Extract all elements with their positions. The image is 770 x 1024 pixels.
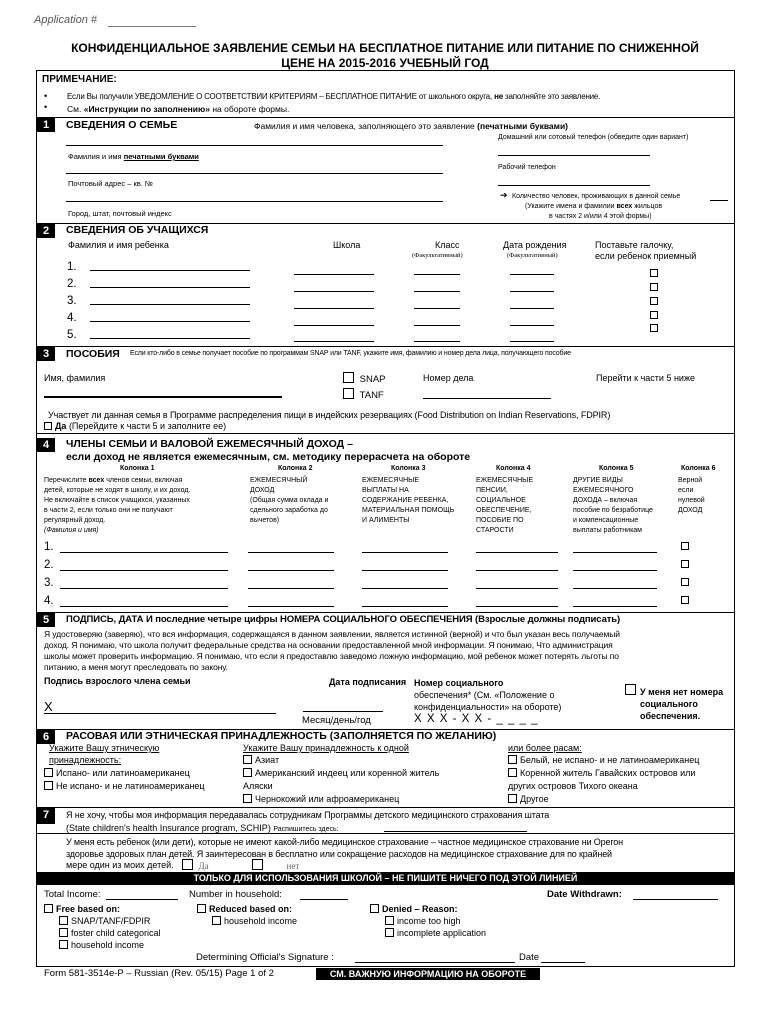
- city-input[interactable]: [66, 201, 443, 202]
- home-phone-input[interactable]: [498, 155, 650, 156]
- section-5-number: 5: [37, 613, 55, 627]
- insurance-no-checkbox[interactable]: нет: [252, 859, 299, 871]
- col6-header: Колонка 6: [681, 465, 716, 472]
- divider: [36, 117, 734, 118]
- grade-input[interactable]: [414, 341, 460, 342]
- income-col5-input[interactable]: [573, 570, 657, 571]
- number-in-household-label: Number in household:: [189, 889, 282, 900]
- child-name-input[interactable]: [90, 270, 250, 271]
- income-col3-input[interactable]: [362, 588, 448, 589]
- grade-input[interactable]: [414, 274, 460, 275]
- child-name-input[interactable]: [90, 338, 250, 339]
- date-signed-label: Дата подписания: [329, 677, 407, 687]
- date-signed-input[interactable]: [303, 711, 383, 712]
- work-phone-input[interactable]: [498, 185, 650, 186]
- school-input[interactable]: [294, 291, 374, 292]
- note-bullet-1: Если Вы получили УВЕДОМЛЕНИЕ О СООТВЕТСТВИИ КРИТЕРИЯМ – БЕСПЛАТНОЕ ПИТАНИЕ от школьного округа, не заполняйте это заявление.: [67, 92, 601, 101]
- section-7-number: 7: [37, 808, 55, 824]
- bullet-icon: •: [44, 91, 48, 101]
- date-withdrawn-input[interactable]: [633, 899, 718, 900]
- dob-input[interactable]: [510, 341, 554, 342]
- col4-desc: ЕЖЕМЕСЯЧНЫЕ ПЕНСИИ, СОЦИАЛЬНОЕ ОБЕСПЕЧЕНИЕ, ПОСОБИЕ ПО СТАРОСТИ: [476, 477, 533, 534]
- official-date-label: Date: [519, 952, 540, 963]
- member-row-number: 1.: [44, 541, 54, 553]
- application-number-line[interactable]: [108, 26, 196, 27]
- col5-desc: ДРУГИЕ ВИДЫ ЕЖЕМЕСЯЧНОГО ДОХОДА – включая пособие по безработице и компенсационные выплаты работникам: [573, 477, 653, 534]
- hispanic-checkbox[interactable]: Испано- или латиноамериканец: [44, 768, 190, 778]
- snap-checkbox[interactable]: SNAP: [343, 372, 386, 385]
- school-input[interactable]: [294, 308, 374, 309]
- income-col5-input[interactable]: [573, 606, 657, 607]
- member-name-input[interactable]: [60, 570, 228, 571]
- dob-input[interactable]: [510, 291, 554, 292]
- non-hispanic-checkbox[interactable]: Не испано- и не латиноамериканец: [44, 781, 205, 791]
- official-date-input[interactable]: [541, 962, 585, 963]
- fdpir-yes-checkbox[interactable]: Да (Перейдите к части 5 и заполните ее): [44, 421, 226, 431]
- section-1-number: 1: [37, 118, 55, 132]
- free-household-income-checkbox[interactable]: household income: [59, 940, 144, 950]
- tanf-checkbox[interactable]: TANF: [343, 388, 384, 401]
- foster-checkbox[interactable]: [650, 296, 661, 306]
- divider: [36, 433, 734, 434]
- skip-to-part-5: Перейти к части 5 ниже: [596, 373, 695, 383]
- school-input[interactable]: [294, 341, 374, 342]
- bullet-icon: •: [44, 102, 48, 112]
- filler-name-input[interactable]: [66, 145, 443, 146]
- ethnicity-label-1: Укажите Вашу этническую: [49, 743, 160, 753]
- ethnicity-label-2: принадлежность:: [49, 755, 122, 765]
- official-signature-input[interactable]: [355, 962, 515, 963]
- dob-subheader: (Факультативный): [507, 252, 558, 259]
- schip-text-2: (State children's health Insurance program, SCHIP) Распишитесь здесь:: [66, 823, 339, 833]
- section-3-number: 3: [37, 347, 55, 361]
- certification-text: Я удостоверяю (заверяю), что вся информация, содержащаяся в данном заявлении, является истинной (верной) и что был указан весь получаемый доход. Я понимаю, что школа получит федеральные средства на основании предоставленной мной информации. Я понимаю, Что администрация школы может проверить информацию. Я понимаю, что если я предоставлю заведомо ложную информацию, мой ребенок может потерять льготы по питанию, а меня могут преследовать по закону.: [44, 629, 620, 672]
- col2-desc: ЕЖЕМЕСЯЧНЫЙ ДОХОД (Общая сумма оклада и сдельного заработка до вычетов): [250, 477, 329, 524]
- section-5-title: ПОДПИСЬ, ДАТА И последние четыре цифры НОМЕРА СОЦИАЛЬНОГО ОБЕСПЕЧЕНИЯ (Взрослые должны подписать): [66, 614, 621, 625]
- free-foster-checkbox[interactable]: foster child categorical: [59, 928, 161, 938]
- grade-subheader: (Факультативный): [412, 252, 463, 259]
- child-row-number: 5.: [67, 329, 77, 341]
- member-row-number: 2.: [44, 559, 54, 571]
- section-4-number: 4: [37, 438, 55, 452]
- number-in-household-input[interactable]: [300, 899, 348, 900]
- health-insurance-interest-text: У меня есть ребенок (или дети), которые не имеют какой-либо медицинское страхование – частное медицинское страхование ни Орегон здоровье здоровых план детей. Я заинтересован в бесплатно или сокращение расходов на медицинское страхование для по крайней: [66, 837, 623, 859]
- child-row-number: 1.: [67, 261, 77, 273]
- divider: [36, 346, 734, 347]
- school-input[interactable]: [294, 325, 374, 326]
- fdpir-question: Участвует ли данная семья в Программе распределения пищи в индейских резервациях (Food Distribution on Indian Reservations, FDPIR): [48, 410, 611, 420]
- health-insurance-line-3: мере один из моих детей.: [66, 860, 174, 870]
- child-row-number: 3.: [67, 295, 77, 307]
- pacific-islander-label: других островов Тихого океана: [508, 781, 638, 791]
- free-snap-checkbox[interactable]: SNAP/TANF/FDPIR: [59, 916, 150, 926]
- child-name-input[interactable]: [90, 321, 250, 322]
- income-col3-input[interactable]: [362, 570, 448, 571]
- filler-name-label: Фамилия и имя человека, заполняющего это заявление (печатными буквами): [254, 121, 569, 131]
- reduced-household-income-checkbox[interactable]: household income: [212, 916, 297, 926]
- foster-checkbox[interactable]: [650, 323, 661, 333]
- zero-income-checkbox[interactable]: [681, 541, 692, 551]
- section-6-number: 6: [37, 730, 55, 744]
- no-ssn-label: У меня нет номера социального обеспечения.: [640, 687, 724, 721]
- hawaiian-checkbox[interactable]: Коренной житель Гавайских островов или: [508, 768, 695, 778]
- income-col4-input[interactable]: [476, 570, 558, 571]
- dob-header: Дата рождения: [503, 240, 567, 250]
- income-col3-input[interactable]: [362, 552, 448, 553]
- child-name-header: Фамилия и имя ребенка: [68, 240, 169, 250]
- section-2-number: 2: [37, 224, 55, 238]
- note-label: ПРИМЕЧАНИЕ:: [42, 74, 117, 85]
- grade-input[interactable]: [414, 308, 460, 309]
- divider: [36, 612, 734, 613]
- signature-input[interactable]: [44, 713, 276, 714]
- section-2-title: СВЕДЕНИЯ ОБ УЧАЩИХСЯ: [66, 224, 209, 236]
- note-bullet-2: См. «Инструкции по заполнению» на обороте формы.: [67, 104, 290, 114]
- date-format-label: Месяц/день/год: [302, 715, 371, 726]
- child-name-input[interactable]: [90, 304, 250, 305]
- case-number-label: Номер дела: [423, 373, 474, 383]
- income-col5-input[interactable]: [573, 552, 657, 553]
- zero-income-checkbox[interactable]: [681, 595, 692, 605]
- home-phone-label: Домашний или сотовый телефон (обведите один вариант): [498, 134, 689, 141]
- member-name-input[interactable]: [60, 552, 228, 553]
- col1-desc: Перечислите всех членов семьи, включая детей, которые не ходят в школу, и их доход. Не включайте в список учащихся, указанных в части 2, если только они не получают регулярный доход. (Фамилия и имя): [44, 477, 191, 534]
- incomplete-application-checkbox[interactable]: incomplete application: [385, 928, 486, 938]
- form-title-line1: КОНФИДЕНЦИАЛЬНОЕ ЗАЯВЛЕНИЕ СЕМЬИ НА БЕСПЛАТНОЕ ПИТАНИЕ ИЛИ ПИТАНИЕ ПО СНИЖЕННОЙ: [71, 41, 699, 55]
- member-row-number: 4.: [44, 595, 54, 607]
- household-count-note: (Укажите имена и фамилии всех жильцов: [525, 203, 663, 210]
- school-input[interactable]: [294, 274, 374, 275]
- school-use-banner: ТОЛЬКО ДЛЯ ИСПОЛЬЗОВАНИЯ ШКОЛОЙ – НЕ ПИШИТЕ НИЧЕГО ПОД ЭТОЙ ЛИНИЕЙ: [36, 872, 735, 885]
- zero-income-checkbox[interactable]: [681, 577, 692, 587]
- income-col2-input[interactable]: [248, 552, 334, 553]
- city-label: Город, штат, почтовый индекс: [68, 209, 172, 218]
- benefit-name-label: Имя, фамилия: [44, 373, 106, 383]
- income-col4-input[interactable]: [476, 552, 558, 553]
- dob-input[interactable]: [510, 325, 554, 326]
- foster-checkbox[interactable]: [650, 282, 661, 292]
- divider: [36, 833, 734, 834]
- white-checkbox[interactable]: Белый, не испано- и не латиноамериканец: [508, 755, 699, 765]
- foster-checkbox[interactable]: [650, 310, 661, 320]
- child-row-number: 2.: [67, 278, 77, 290]
- schip-optout-text: Я не хочу, чтобы моя информация передавалась сотрудникам Программы детского медицинского страхования штата: [66, 810, 550, 820]
- household-count-input[interactable]: [710, 200, 728, 201]
- section-6-title: РАСОВАЯ ИЛИ ЭТНИЧЕСКАЯ ПРИНАДЛЕЖНОСТЬ (ЗАПОЛНЯЕТСЯ ПО ЖЕЛАНИЮ): [66, 730, 497, 742]
- child-name-input[interactable]: [90, 287, 250, 288]
- form-footer: Form 581-3514e-P – Russian (Rev. 05/15) Page 1 of 2: [44, 968, 274, 979]
- application-number: Application #: [34, 14, 97, 26]
- income-too-high-checkbox[interactable]: income too high: [385, 916, 461, 926]
- foster-header-2: если ребенок приемный: [595, 251, 697, 261]
- other-race-checkbox[interactable]: Другое: [508, 794, 549, 804]
- household-count-note-2: в частях 2 и/или 4 этой формы): [549, 213, 652, 220]
- col3-desc: ЕЖЕМЕСЯЧНЫЕ ВЫПЛАТЫ НА СОДЕРЖАНИЕ РЕБЕНКА, МАТЕРИАЛЬНАЯ ПОМОЩЬ И АЛИМЕНТЫ: [362, 477, 455, 524]
- race-label-1: Укажите Вашу принадлежность к одной: [243, 743, 409, 753]
- grade-input[interactable]: [414, 291, 460, 292]
- section-4-title-2: если доход не является ежемесячным, см. методику перерасчета на обороте: [66, 451, 471, 463]
- col6-desc: Верной если нулевой ДОХОД: [678, 477, 705, 514]
- work-phone-label: Рабочий телефон: [498, 164, 556, 171]
- reduced-based-on-checkbox[interactable]: Reduced based on:: [197, 904, 292, 914]
- income-col4-input[interactable]: [476, 588, 558, 589]
- free-based-on-checkbox[interactable]: Free based on:: [44, 904, 120, 914]
- address-label: Почтовый адрес – кв. №: [68, 179, 153, 188]
- ssn-input[interactable]: X X X - X X - _ _ _ _: [414, 713, 539, 725]
- name-label: Фамилия и имя печатными буквами: [68, 152, 199, 161]
- denied-checkbox[interactable]: Denied – Reason:: [370, 904, 458, 914]
- dob-input[interactable]: [510, 308, 554, 309]
- black-checkbox[interactable]: Чернокожий или афроамериканец: [243, 794, 399, 804]
- ssn-label: Номер социального обеспечения* (См. «Положение о конфиденциальности» на обороте): [414, 678, 562, 712]
- alaska-label: Аляски: [243, 781, 273, 791]
- insurance-yes-checkbox[interactable]: Да: [182, 859, 209, 871]
- zero-income-checkbox[interactable]: [681, 559, 692, 569]
- child-row-number: 4.: [67, 312, 77, 324]
- household-count-label: Количество человек, проживающих в данной семье: [512, 193, 681, 200]
- dob-input[interactable]: [510, 274, 554, 275]
- income-col2-input[interactable]: [248, 570, 334, 571]
- income-col5-input[interactable]: [573, 588, 657, 589]
- section-4-title-1: ЧЛЕНЫ СЕМЬИ И ВАЛОВОЙ ЕЖЕМЕСЯЧНЫЙ ДОХОД –: [66, 438, 353, 450]
- income-col2-input[interactable]: [248, 588, 334, 589]
- col4-header: Колонка 4: [496, 465, 531, 472]
- native-american-checkbox[interactable]: Американский индеец или коренной житель: [243, 768, 439, 778]
- col5-header: Колонка 5: [599, 465, 634, 472]
- col1-header: Колонка 1: [120, 465, 155, 472]
- foster-header-1: Поставьте галочку,: [595, 240, 674, 250]
- form-title-line2: ЦЕНЕ НА 2015-2016 УЧЕБНЫЙ ГОД: [281, 56, 489, 70]
- total-income-input[interactable]: [106, 899, 178, 900]
- grade-input[interactable]: [414, 325, 460, 326]
- arrow-icon: ➔: [500, 190, 508, 200]
- member-row-number: 3.: [44, 577, 54, 589]
- date-withdrawn-label: Date Withdrawn:: [547, 889, 622, 900]
- section-1-title: СВЕДЕНИЯ О СЕМЬЕ: [66, 119, 178, 131]
- benefit-name-input[interactable]: [44, 396, 282, 398]
- signature-label: Подпись взрослого члена семьи: [44, 676, 191, 686]
- col3-header: Колонка 3: [391, 465, 426, 472]
- grade-header: Класс: [435, 240, 460, 250]
- section-3-desc: Если кто-либо в семье получает пособие по программам SNAP или TANF, укажите имя, фамилию и номер дела лица, получающего пособие: [130, 350, 571, 357]
- school-header: Школа: [333, 240, 361, 250]
- case-number-input[interactable]: [423, 398, 551, 399]
- divider: [36, 807, 734, 808]
- see-back-banner: СМ. ВАЖНУЮ ИНФОРМАЦИЮ НА ОБОРОТЕ: [316, 968, 540, 980]
- address-input[interactable]: [66, 173, 443, 174]
- income-col3-input[interactable]: [362, 606, 448, 607]
- race-label-2: или более расам:: [508, 743, 582, 753]
- section-3-title: ПОСОБИЯ: [66, 348, 120, 360]
- income-col4-input[interactable]: [476, 606, 558, 607]
- total-income-label: Total Income:: [44, 889, 101, 900]
- asian-checkbox[interactable]: Азиат: [243, 755, 279, 765]
- income-col2-input[interactable]: [248, 606, 334, 607]
- official-signature-label: Determining Official's Signature :: [196, 952, 334, 963]
- member-name-input[interactable]: [60, 588, 228, 589]
- col2-header: Колонка 2: [278, 465, 313, 472]
- schip-signature-input[interactable]: [384, 831, 527, 832]
- member-name-input[interactable]: [60, 606, 228, 607]
- signature-x: X: [44, 699, 53, 714]
- foster-checkbox[interactable]: [650, 268, 661, 278]
- no-ssn-checkbox[interactable]: [625, 684, 639, 696]
